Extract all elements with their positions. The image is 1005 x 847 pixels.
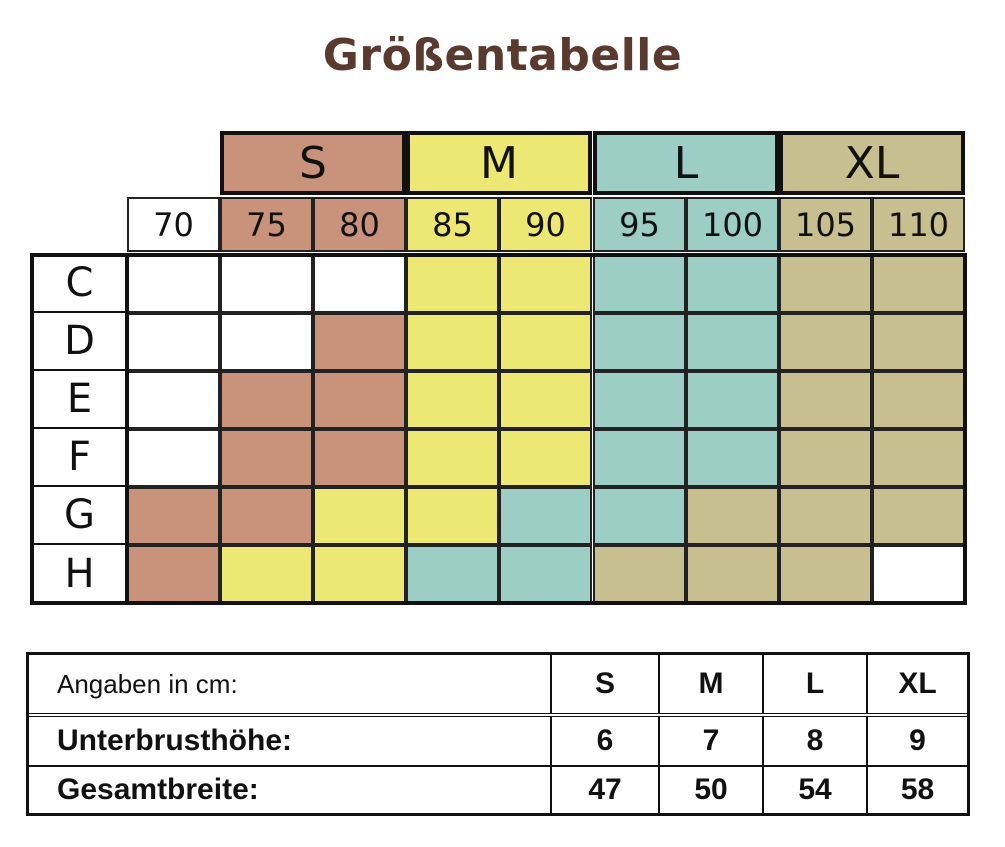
- band-header-80: 80: [313, 197, 406, 252]
- size-header-s: S: [220, 131, 406, 195]
- total-width-l: 54: [762, 767, 866, 813]
- underbust-height-xl: 9: [866, 717, 967, 765]
- cup-label-e: E: [32, 371, 127, 429]
- total-width-s: 47: [550, 767, 658, 813]
- underbust-height-m: 7: [658, 717, 762, 765]
- size-header-xl: XL: [779, 131, 965, 195]
- underbust-height-s: 6: [550, 717, 658, 765]
- cup-label-g: G: [32, 487, 127, 545]
- page-title: Größentabelle: [322, 30, 683, 81]
- band-header-90: 90: [499, 197, 592, 252]
- cup-label-c: C: [32, 255, 127, 313]
- band-header-85: 85: [406, 197, 499, 252]
- cup-label-h: H: [32, 545, 127, 603]
- measurements-size-s: S: [550, 655, 658, 713]
- measurements-row-total-width: [29, 767, 967, 813]
- measurements-size-m: M: [658, 655, 762, 713]
- band-header-95: 95: [593, 197, 686, 252]
- underbust-height-l: 8: [762, 717, 866, 765]
- total-width-xl: 58: [866, 767, 967, 813]
- band-header-75: 75: [220, 197, 313, 252]
- size-grid-outline: [30, 253, 967, 605]
- band-header-70: 70: [127, 197, 220, 252]
- measurements-row-underbust-height: [29, 717, 967, 767]
- band-header-100: 100: [686, 197, 779, 252]
- band-header-105: 105: [779, 197, 872, 252]
- cup-label-f: F: [32, 429, 127, 487]
- measurements-size-l: L: [762, 655, 866, 713]
- band-header-110: 110: [872, 197, 965, 252]
- size-header-m: M: [406, 131, 592, 195]
- measurements-unit-label: Angaben in cm:: [57, 668, 238, 699]
- size-header-l: L: [593, 131, 779, 195]
- cup-label-d: D: [32, 313, 127, 371]
- cup-column-outline: [30, 253, 129, 605]
- measurements-table: [26, 652, 970, 816]
- total-width-m: 50: [658, 767, 762, 813]
- measurements-header-row: [29, 655, 967, 717]
- measurements-size-xl: XL: [866, 655, 967, 713]
- underbust-height-label: Unterbrusthöhe:: [57, 724, 292, 757]
- total-width-label: Gesamtbreite:: [57, 773, 259, 806]
